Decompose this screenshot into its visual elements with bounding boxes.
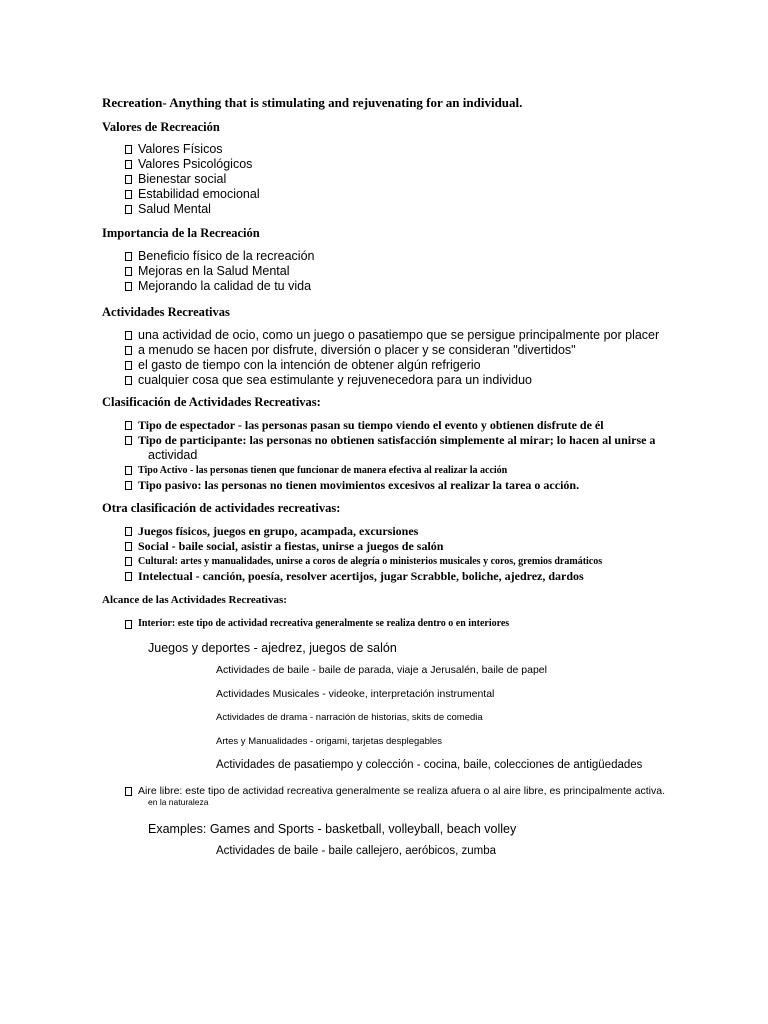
bullet-icon bbox=[125, 190, 132, 199]
list-item: una actividad de ocio, como un juego o pasatiempo que se persigue principalmente por placer bbox=[125, 328, 659, 343]
bullet-icon bbox=[125, 542, 132, 551]
bullet-icon bbox=[125, 205, 132, 214]
list-item: Tipo pasivo: las personas no tienen movimientos excesivos al realizar la tarea o acción. bbox=[125, 478, 655, 493]
list-item: Salud Mental bbox=[125, 202, 260, 217]
bullet-icon bbox=[125, 557, 132, 566]
bullet-icon bbox=[125, 572, 132, 581]
bullet-icon bbox=[125, 527, 132, 536]
list-item: Tipo de espectador - las personas pasan su tiempo viendo el evento y obtienen disfrute de él bbox=[125, 418, 655, 433]
interior-activity: Actividades de baile - baile de parada, viaje a Jerusalén, baile de papel bbox=[216, 664, 547, 676]
bullet-icon bbox=[125, 436, 132, 445]
interior-sub: Juegos y deportes - ajedrez, juegos de salón bbox=[148, 641, 397, 655]
list-item: Beneficio físico de la recreación bbox=[125, 249, 314, 264]
bullet-icon bbox=[125, 421, 132, 430]
bullet-icon bbox=[125, 145, 132, 154]
interior-item: Interior: este tipo de actividad recreativa generalmente se realiza dentro o en interiores bbox=[125, 618, 509, 629]
heading-clasificacion: Clasificación de Actividades Recreativas: bbox=[102, 395, 321, 409]
bullet-icon bbox=[125, 376, 132, 385]
bullet-icon bbox=[125, 160, 132, 169]
exterior-sub: Examples: Games and Sports - basketball, volleyball, beach volley bbox=[148, 822, 517, 836]
heading-valores: Valores de Recreación bbox=[102, 120, 220, 134]
heading-importancia: Importancia de la Recreación bbox=[102, 226, 260, 240]
heading-otra-clasificacion: Otra clasificación de actividades recreativas: bbox=[102, 501, 341, 515]
bullet-icon bbox=[125, 481, 132, 490]
bullet-icon bbox=[125, 361, 132, 370]
list-item: Mejoras en la Salud Mental bbox=[125, 264, 314, 279]
list-item: Juegos físicos, juegos en grupo, acampada, excursiones bbox=[125, 524, 602, 539]
heading-actividades: Actividades Recreativas bbox=[102, 305, 230, 319]
list-item: Tipo Activo - las personas tienen que funcionar de manera efectiva al realizar la acción bbox=[125, 463, 655, 478]
list-item: Estabilidad emocional bbox=[125, 187, 260, 202]
list-item: Bienestar social bbox=[125, 172, 260, 187]
list-item: Mejorando la calidad de tu vida bbox=[125, 279, 314, 294]
list-item: Valores Físicos bbox=[125, 142, 260, 157]
bullet-icon bbox=[125, 282, 132, 291]
list-item: Intelectual - canción, poesía, resolver acertijos, jugar Scrabble, boliche, ajedrez, dardos bbox=[125, 569, 602, 584]
bullet-icon bbox=[125, 331, 132, 340]
interior-activity: Actividades de pasatiempo y colección - cocina, baile, colecciones de antigüedades bbox=[216, 759, 643, 771]
list-item: cualquier cosa que sea estimulante y rejuvenecedora para un individuo bbox=[125, 373, 659, 388]
bullet-icon bbox=[125, 346, 132, 355]
bullet-icon bbox=[125, 175, 132, 184]
list-actividades bbox=[125, 328, 659, 388]
exterior-activity: Actividades de baile - baile callejero, aeróbicos, zumba bbox=[216, 845, 496, 857]
bullet-icon bbox=[125, 267, 132, 276]
list-item: Cultural: artes y manualidades, unirse a coros de alegría o ministerios musicales y coros, gremios dramáticos bbox=[125, 554, 602, 569]
list-item: Social - baile social, asistir a fiestas, unirse a juegos de salón bbox=[125, 539, 602, 554]
interior-activity: Actividades de drama - narración de historias, skits de comedia bbox=[216, 712, 483, 723]
list-importancia bbox=[125, 249, 314, 294]
list-valores bbox=[125, 142, 260, 217]
bullet-icon bbox=[125, 787, 132, 796]
bullet-icon bbox=[125, 466, 132, 475]
interior-activity: Actividades Musicales - videoke, interpretación instrumental bbox=[216, 688, 495, 700]
list-item: el gasto de tiempo con la intención de obtener algún refrigerio bbox=[125, 358, 659, 373]
exterior-item: Aire libre: este tipo de actividad recreativa generalmente se realiza afuera o al aire libre, es principalmente activa. en la naturaleza bbox=[125, 785, 665, 807]
list-otra-clasificacion bbox=[125, 524, 602, 584]
list-item: Tipo de participante: las personas no obtienen satisfacción simplemente al mirar; lo hacen al unirse a actividad bbox=[125, 433, 655, 463]
heading-alcance: Alcance de las Actividades Recreativas: bbox=[102, 594, 287, 606]
list-clasificacion bbox=[125, 418, 655, 493]
interior-activity: Artes y Manualidades - origami, tarjetas desplegables bbox=[216, 736, 443, 747]
list-item: a menudo se hacen por disfrute, diversión o placer y se consideran "divertidos" bbox=[125, 343, 659, 358]
bullet-icon bbox=[125, 252, 132, 261]
list-item: Valores Psicológicos bbox=[125, 157, 260, 172]
document-title: Recreation- Anything that is stimulating and rejuvenating for an individual. bbox=[102, 95, 523, 110]
bullet-icon bbox=[125, 620, 132, 629]
